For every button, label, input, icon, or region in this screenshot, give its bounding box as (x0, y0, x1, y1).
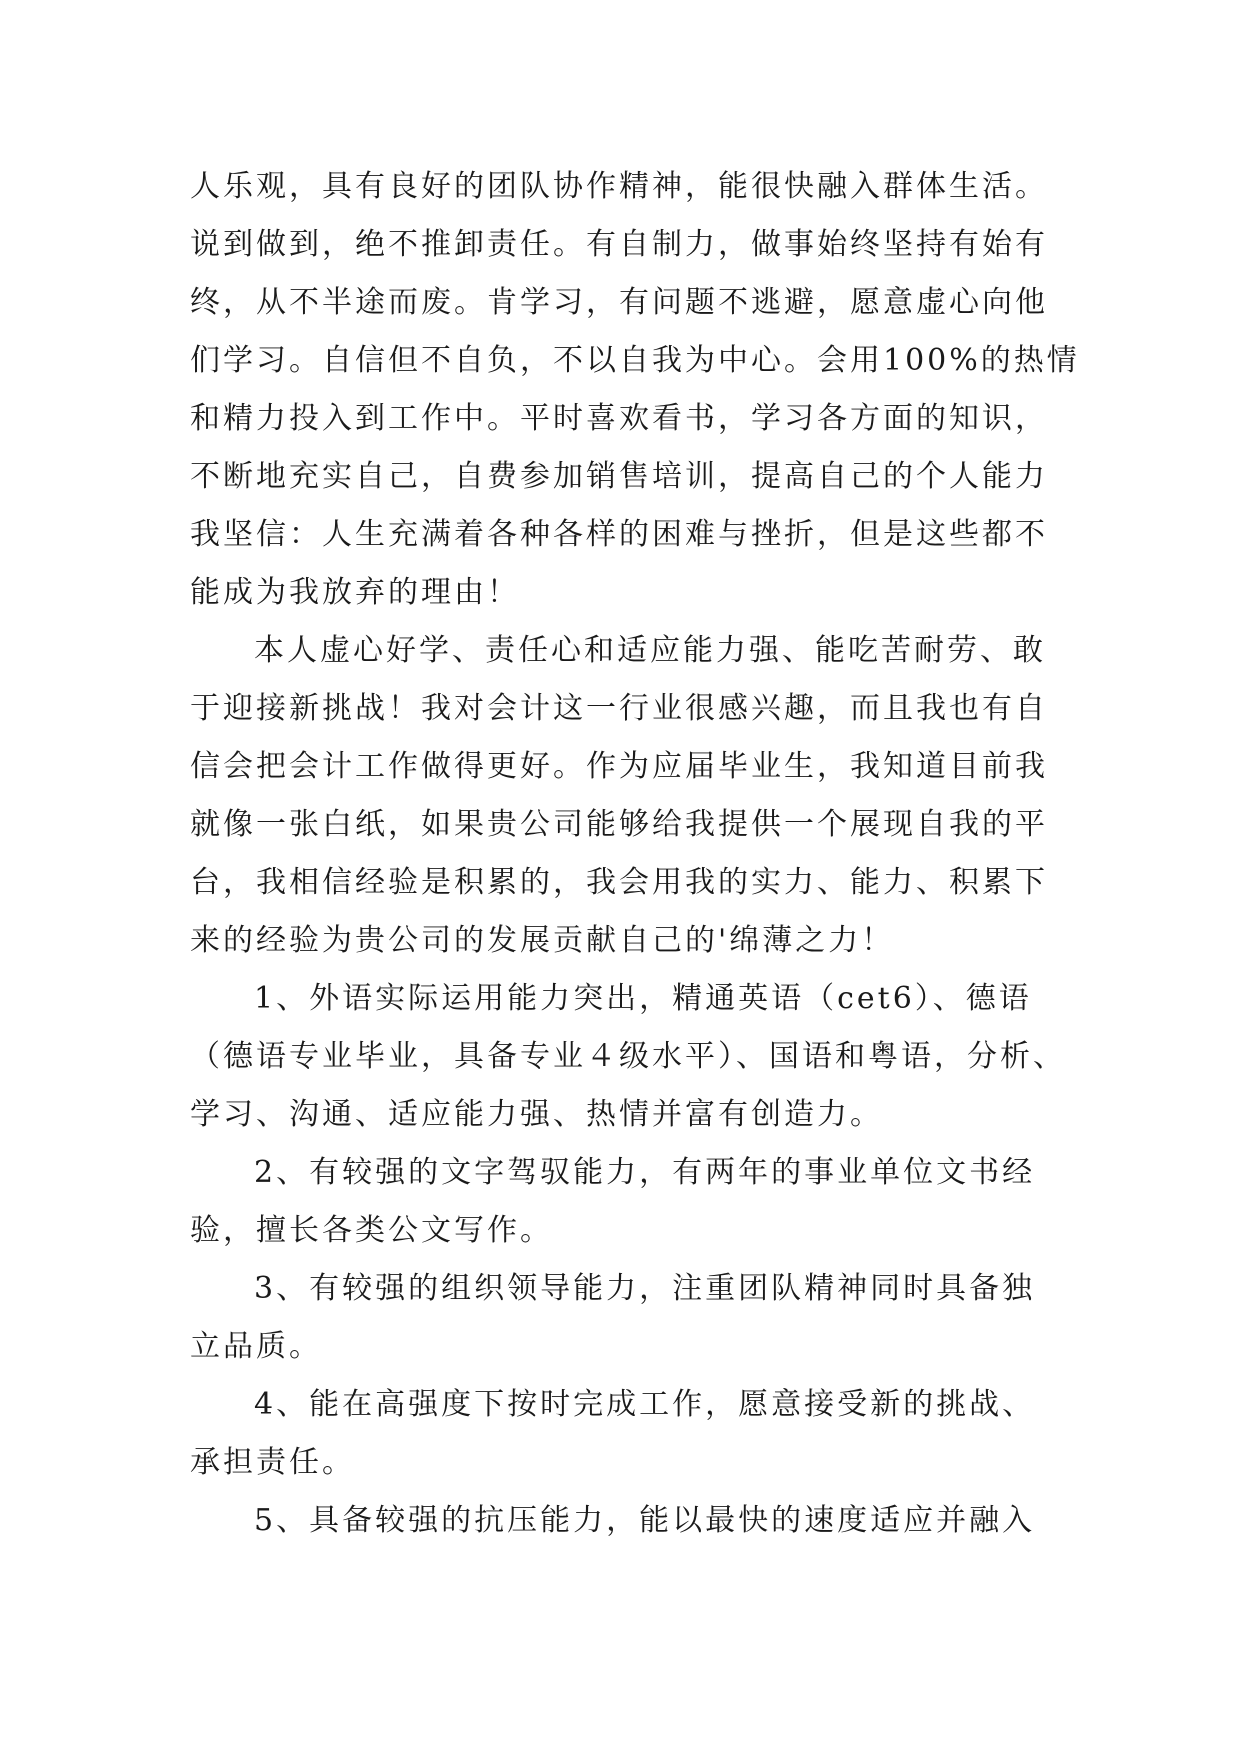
paragraph-first-line: 本人虚心好学、责任心和适应能力强、能吃苦耐劳、敢 (254, 633, 1046, 668)
list-item-3-first-line: 3、有较强的组织领导能力，注重团队精神同时具备独 (254, 1271, 1036, 1306)
text-line: 我坚信：人生充满着各种各样的困难与挫折，但是这些都不 (190, 517, 1048, 552)
text-line: 人乐观，具有良好的团队协作精神，能很快融入群体生活。 (190, 169, 1048, 204)
text-line: 验，擅长各类公文写作。 (190, 1213, 553, 1248)
text-line: 立品质。 (190, 1329, 322, 1364)
list-item-2-first-line: 2、有较强的文字驾驭能力，有两年的事业单位文书经 (254, 1155, 1036, 1190)
text-line: 信会把会计工作做得更好。作为应届毕业生，我知道目前我 (190, 749, 1048, 784)
document-body (190, 158, 1080, 1550)
list-item-4-first-line: 4、能在高强度下按时完成工作，愿意接受新的挑战、 (254, 1387, 1036, 1422)
text-line: 学习、沟通、适应能力强、热情并富有创造力。 (190, 1097, 883, 1132)
text-line: 于迎接新挑战！我对会计这一行业很感兴趣，而且我也有自 (190, 691, 1048, 726)
text-line: 说到做到，绝不推卸责任。有自制力，做事始终坚持有始有 (190, 227, 1048, 262)
list-item-1-first-line: 1、外语实际运用能力突出，精通英语（cet6）、德语 (254, 981, 1032, 1016)
text-line: （德语专业毕业，具备专业４级水平）、国语和粤语，分析、 (190, 1039, 1066, 1074)
text-line: 承担责任。 (190, 1445, 355, 1480)
text-line: 能成为我放弃的理由！ (190, 575, 520, 610)
text-line: 终，从不半途而废。肯学习，有问题不逃避，愿意虚心向他 (190, 285, 1048, 320)
text-line: 和精力投入到工作中。平时喜欢看书，学习各方面的知识， (190, 401, 1048, 436)
text-line: 就像一张白纸，如果贵公司能够给我提供一个展现自我的平 (190, 807, 1048, 842)
list-item-5-first-line: 5、具备较强的抗压能力，能以最快的速度适应并融入 (254, 1503, 1036, 1538)
text-line: 们学习。自信但不自负，不以自我为中心。会用100%的热情 (190, 343, 1080, 378)
text-line: 来的经验为贵公司的发展贡献自己的'绵薄之力！ (190, 923, 895, 958)
text-line: 台，我相信经验是积累的，我会用我的实力、能力、积累下 (190, 865, 1048, 900)
text-line: 不断地充实自己，自费参加销售培训，提高自己的个人能力 (190, 459, 1048, 494)
